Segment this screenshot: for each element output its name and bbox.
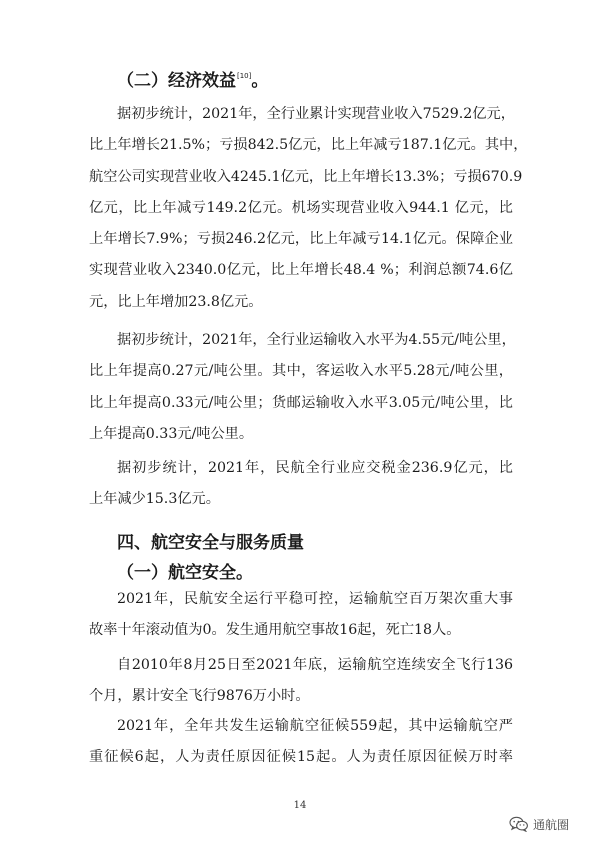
page-number: 14: [293, 800, 307, 811]
text-line: 实现营业收入2340.0亿元，比上年增长48.4 %；利润总额74.6亿: [89, 262, 513, 279]
text-line: 上年减少15.3亿元。: [89, 491, 220, 508]
text-line: 比上年提高0.27元/吨公里。其中，客运收入水平5.28元/吨公里，: [89, 363, 513, 380]
text-line: 比上年提高0.33元/吨公里；货邮运输收入水平3.05元/吨公里，比: [89, 394, 513, 411]
text-line: 元，比上年增加23.8亿元。: [89, 293, 263, 310]
econ-paragraph-1: [89, 99, 528, 318]
econ-heading: [117, 66, 268, 91]
safety-subheading: （一）航空安全。: [117, 563, 253, 583]
text-line: 2021年，民航安全运行平稳可控，运输航空百万架次重大事: [117, 591, 513, 607]
text-line: 据初步统计，2021年，全行业累计实现营业收入7529.2亿元，: [117, 106, 515, 122]
text-line: 比上年增长21.5%；亏损842.5亿元，比上年减亏187.1亿元。其中，: [89, 137, 528, 154]
section-heading: 四、航空安全与服务质量: [117, 533, 304, 553]
safety-paragraph-1: [89, 584, 513, 647]
text-line: 亿元，比上年减亏149.2亿元。机场实现营业收入944.1 亿元，比: [89, 199, 513, 216]
safety-paragraph-3: [89, 711, 513, 774]
text-line: 据初步统计，2021年，全行业运输收入水平为4.55元/吨公里，: [117, 332, 516, 348]
safety-paragraph-2: [89, 650, 513, 713]
text-line: 故率十年滚动值为0。发生通用航空事故16起，死亡18人。: [89, 622, 461, 639]
watermark: [509, 814, 569, 834]
text-line: 自2010年8月25日至2021年底，运输航空连续安全飞行136: [117, 657, 513, 673]
text-line: 2021年，全年共发生运输航空征候559起，其中运输航空严: [117, 718, 513, 734]
text-line: 上年提高0.33元/吨公里。: [89, 425, 254, 442]
econ-heading-end: 。: [251, 71, 269, 91]
footnote-ref: [10]: [237, 72, 252, 80]
text-line: 据初步统计，2021年，民航全行业应交税金236.9亿元，比: [117, 460, 513, 476]
text-line: 个月，累计安全飞行9876万小时。: [89, 688, 310, 705]
econ-heading-text: （二）经济效益: [117, 71, 236, 91]
text-line: 上年增长7.9%；亏损246.2亿元，比上年减亏14.1亿元。保障企业: [89, 231, 513, 248]
econ-paragraph-2: [89, 325, 516, 450]
text-line: 重征候6起，人为责任原因征候15起。人为责任原因征候万时率: [89, 749, 513, 766]
wechat-icon: [509, 816, 529, 832]
watermark-text: 通航圈: [533, 817, 570, 832]
econ-paragraph-3: [89, 453, 513, 516]
text-line: 航空公司实现营业收入4245.1亿元，比上年增长13.3%；亏损670.9: [89, 168, 523, 185]
